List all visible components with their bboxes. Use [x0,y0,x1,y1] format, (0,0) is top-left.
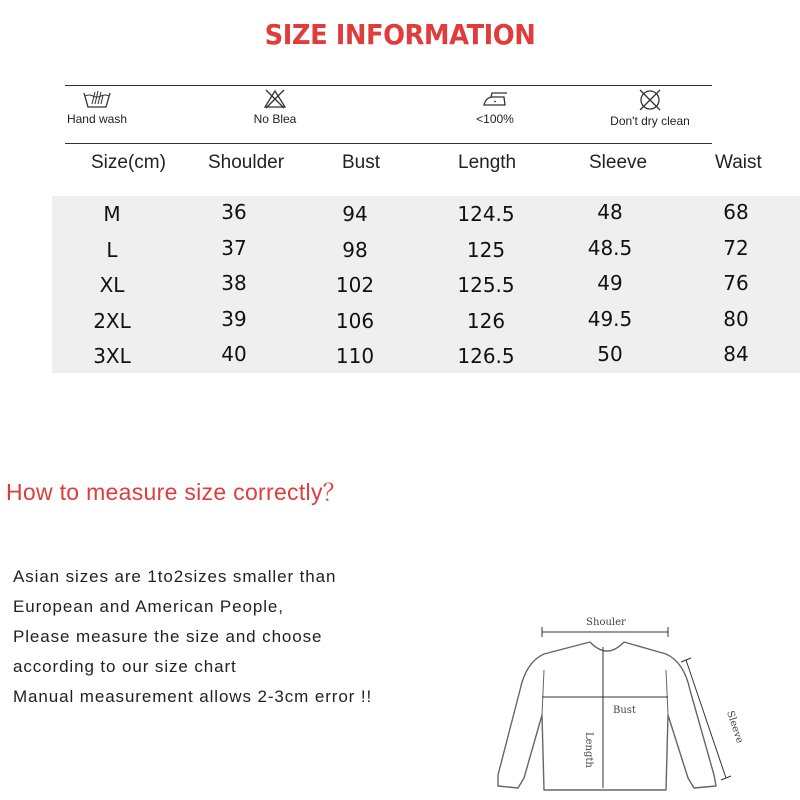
garment-measurement-diagram [490,610,745,800]
care-label: Don't dry clean [610,114,690,128]
care-no-dry-clean [605,86,695,143]
cell-shoulder: 36 [221,200,247,224]
care-label: No Blea [253,112,297,126]
cell-bust: 110 [335,344,375,368]
cell-bust: 106 [335,308,375,333]
cell-sleeve: 49 [597,271,623,295]
cell-shoulder: 40 [221,342,247,366]
sweater-outline-icon [498,642,716,790]
column-header-waist: Waist [715,152,762,173]
cell-length: 124.5 [457,202,515,226]
size-table [52,196,800,373]
length-label: Length [583,732,594,768]
column-header-size: Size(cm) [91,152,166,173]
cell-size: XL [99,273,125,297]
bust-label: Bust [613,705,636,716]
cell-sleeve: 50 [597,342,623,366]
cell-bust: 102 [335,273,375,297]
cell-waist: 76 [723,271,749,295]
cell-waist: 68 [723,200,749,224]
care-iron [465,86,525,143]
no-dry-clean-icon [637,88,663,112]
column-header-length: Length [458,152,517,173]
cell-sleeve: 49.5 [587,306,633,331]
cell-sleeve: 48.5 [587,235,633,260]
measure-heading: How to measure size correctly？ [6,479,347,505]
cell-waist: 84 [723,342,749,366]
cell-size: 2XL [93,308,131,333]
cell-length: 126 [466,308,506,333]
iron-icon [480,88,510,110]
cell-shoulder: 37 [221,235,247,260]
care-label: Hand wash [66,112,128,126]
cell-bust: 94 [342,202,368,226]
column-header-shoulder: Shoulder [208,152,285,173]
sleeve-label: Sleeve [724,709,745,745]
cell-size: 3XL [93,344,131,368]
cell-shoulder: 39 [221,306,247,331]
shoulder-label: Shouler [586,617,626,628]
care-no-bleach [245,86,305,143]
note-line: European and American People, [13,597,284,616]
cell-shoulder: 38 [221,271,247,295]
column-header-bust: Bust [342,152,381,173]
care-instructions-bar [65,85,712,144]
cell-length: 125 [466,237,506,262]
cell-size: M [103,202,121,226]
care-label: <100% [476,112,514,126]
cell-sleeve: 48 [597,200,623,224]
note-line: according to our size chart [13,657,237,676]
care-hand-wash [65,86,129,143]
hand-wash-icon [81,88,113,110]
cell-waist: 72 [723,235,749,260]
note-line: Asian sizes are 1to2sizes smaller than [13,567,337,586]
column-header-sleeve: Sleeve [589,152,648,173]
cell-length: 126.5 [457,344,515,368]
cell-bust: 98 [342,237,368,262]
note-line: Please measure the size and choose [13,627,323,646]
page-title: SIZE INFORMATION [264,18,536,51]
note-line: Manual measurement allows 2-3cm error !! [13,687,373,706]
no-bleach-icon [262,88,288,110]
cell-length: 125.5 [457,273,515,297]
cell-size: L [106,237,118,262]
cell-waist: 80 [723,306,749,331]
